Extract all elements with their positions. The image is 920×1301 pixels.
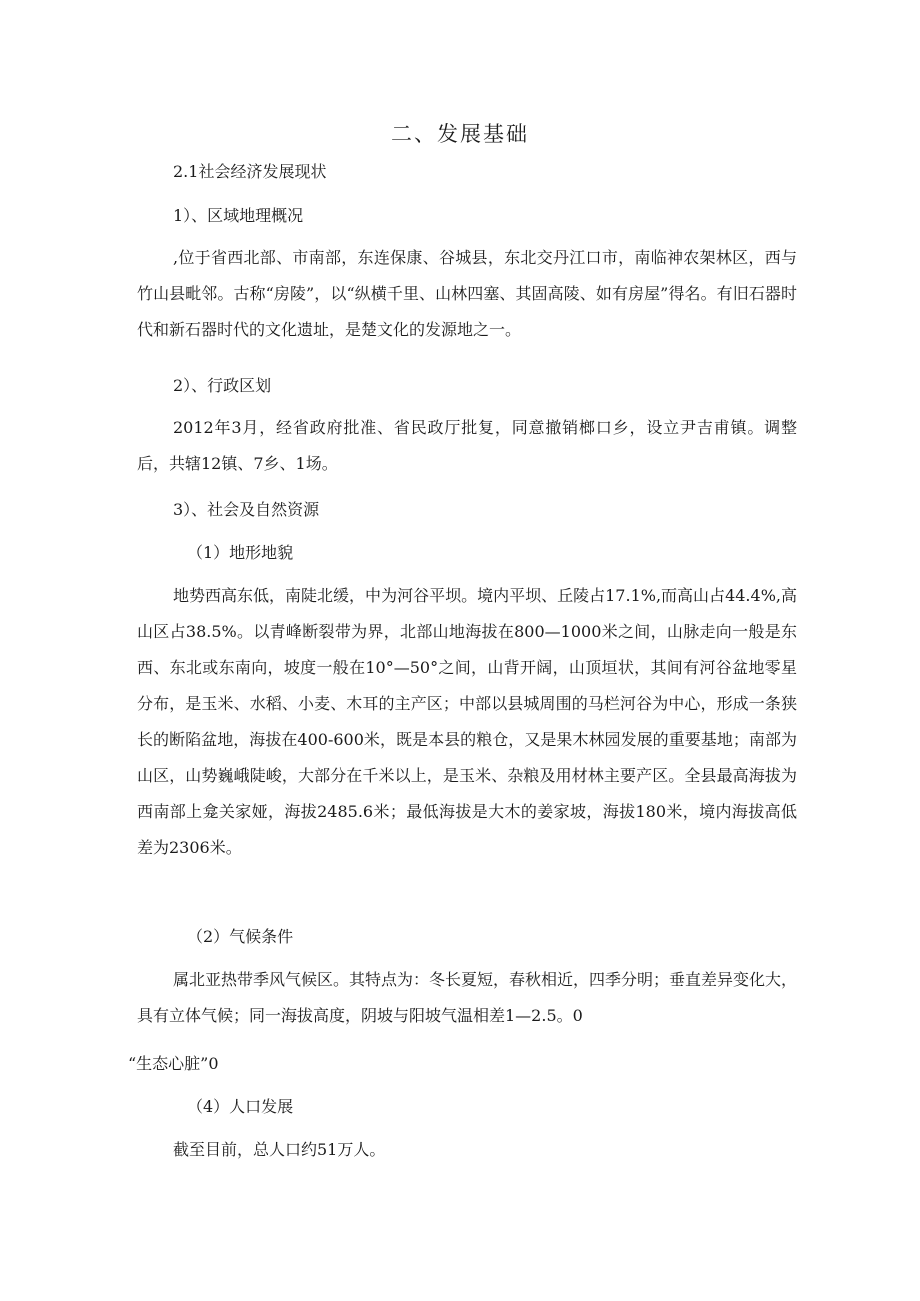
paragraph-climate xyxy=(137,962,797,1034)
section-heading-2-1: 2.1社会经济发展现状 xyxy=(173,162,327,181)
item-heading-climate: （2）气候条件 xyxy=(187,927,294,946)
chapter-heading: 二、发展基础 xyxy=(391,122,529,146)
subsection-heading-resources: 3）、社会及自然资源 xyxy=(173,500,320,519)
paragraph-climate-text: 属北亚热带季风气候区。其特点为：冬长夏短，春秋相近，四季分明；垂直差异变化大，具有立体气候；同一海拔高度，阴坡与阳坡气温相差1—2.5。0 xyxy=(137,970,798,1025)
paragraph-population: 截至目前，总人口约51万人。 xyxy=(173,1140,386,1159)
paragraph-terrain xyxy=(137,578,797,866)
item-heading-terrain: （1）地形地貌 xyxy=(187,543,294,562)
paragraph-administration-text: 2012年3月，经省政府批准、省民政厅批复，同意撤销榔口乡，设立尹吉甫镇。调整后，共辖12镇、7乡、1场。 xyxy=(137,418,797,473)
subsection-heading-geography: 1）、区域地理概况 xyxy=(173,206,304,225)
paragraph-terrain-text: 地势西高东低，南陡北缓，中为河谷平坝。境内平坝、丘陵占17.1%,而高山占44.4%,高山区占38.5%。以青峰断裂带为界，北部山地海拔在800—1000米之间，山脉走向一般是东西、东北或东南向，坡度一般在10°—50°之间，山背开阔，山顶垣状，其间有河谷盆地零星分布，是玉米、水稻、小麦、木耳的主产区；中部以县城周围的马栏河谷为中心，形成一条狭长的断陷盆地，海拔在400-600米，既是本县的粮仓，又是果木林园发展的重要基地；南部为山区，山势巍峨陡峻，大部分在千米以上，是玉米、杂粮及用材林主要产区。全县最高海拔为西南部上龛关家娅，海拔2485.6米；最低海拔是大木的姜家坡，海拔180米，境内海拔高低差为2306米。 xyxy=(137,586,797,857)
subsection-heading-administration: 2）、行政区划 xyxy=(173,376,272,395)
paragraph-geography xyxy=(137,240,797,348)
paragraph-geography-text: ,位于省西北部、市南部，东连保康、谷城县，东北交丹江口市，南临神农架林区，西与竹山县毗邻。古称“房陵”，以“纵横千里、山林四塞、其固高陵、如有房屋”得名。有旧石器时代和新石器时代的文化遗址，是楚文化的发源地之一。 xyxy=(137,248,797,339)
paragraph-administration xyxy=(137,410,797,482)
item-heading-population: （4）人口发展 xyxy=(187,1097,294,1116)
eco-heart-note: “生态心脏”0 xyxy=(128,1054,219,1073)
